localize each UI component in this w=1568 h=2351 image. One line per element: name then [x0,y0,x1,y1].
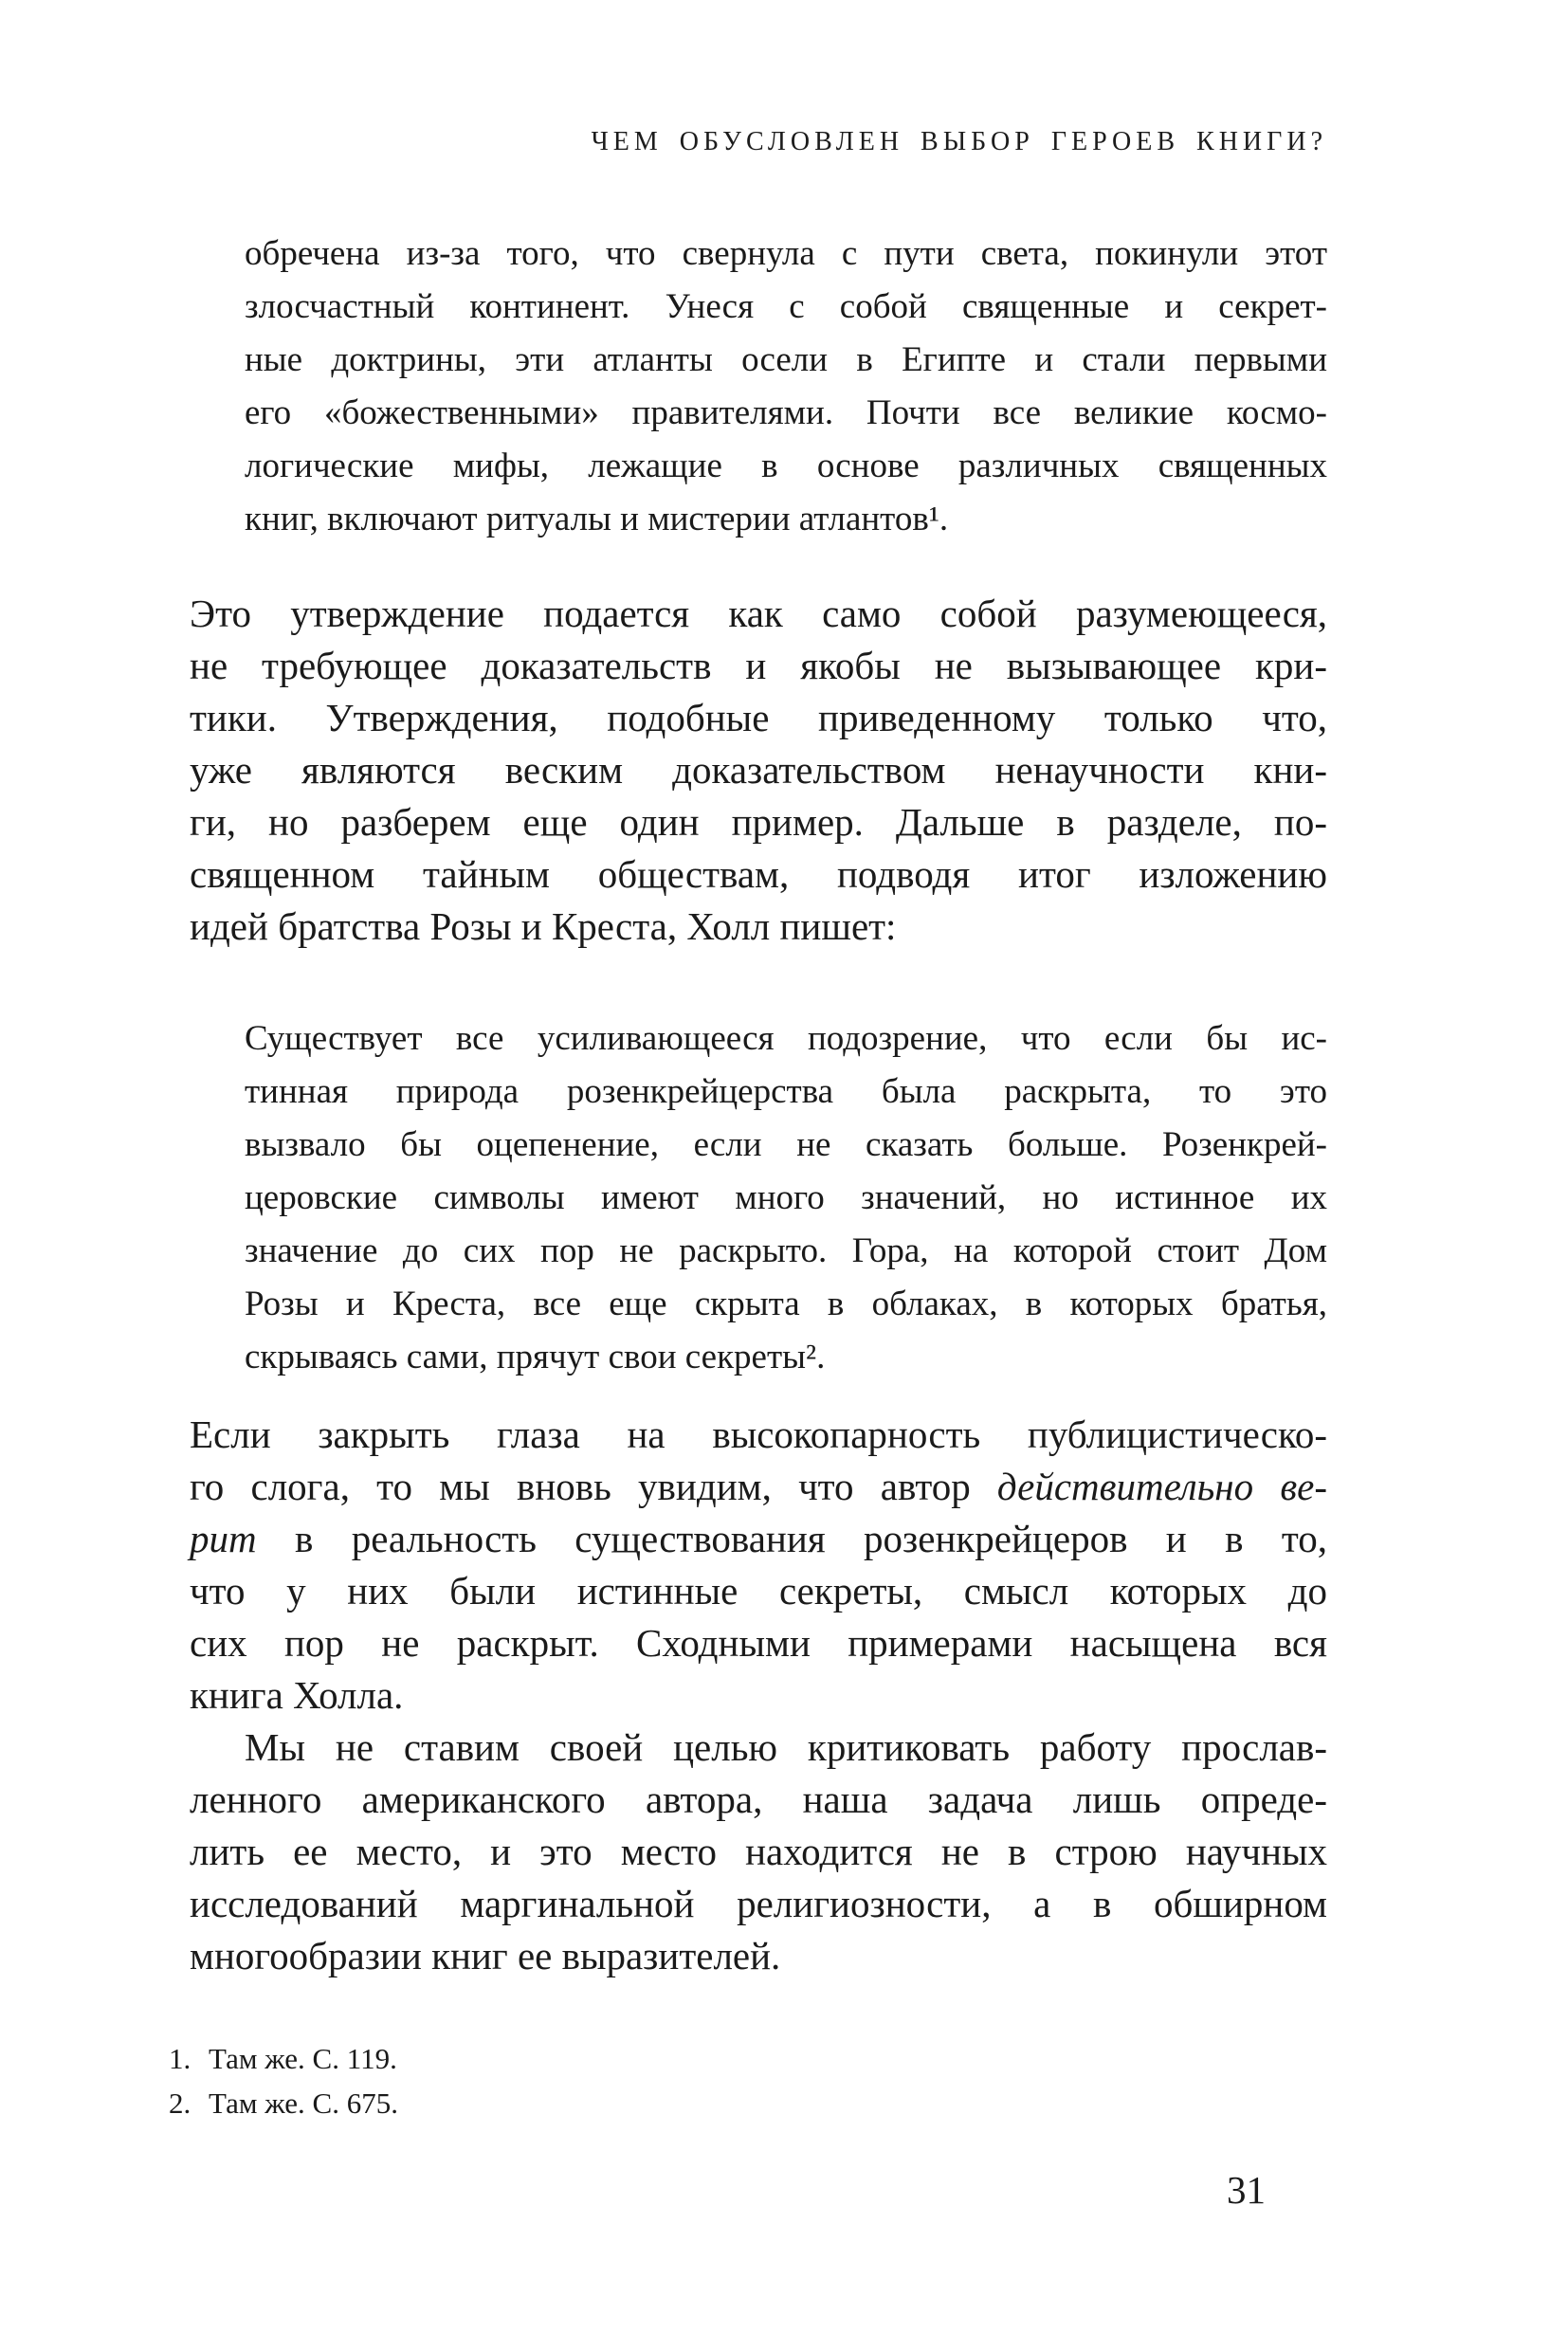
quote-line: ные доктрины, эти атланты осели в Египте и стали первыми [245,340,1327,379]
quote-line: тинная природа розенкрейцерства была раскрыта, то это [245,1072,1327,1111]
quote-line: обречена из-за того, что свернула с пути света, покинули этот [245,234,1327,273]
body-line: ги, но разберем еще один пример. Дальше в разделе, по- [190,800,1327,844]
footnote-text: Там же. С. 675. [209,2087,398,2120]
body-line: лить ее место, и это место находится не в строю научных [190,1830,1327,1873]
italic-phrase: рит [190,1517,257,1560]
block-quote-2 [245,1012,1327,1384]
body-text: в реальность существования розенкрейцеров и в то, [256,1517,1327,1560]
body-line: священном тайным обществам, подводя итог изложению [190,852,1327,896]
body-line: Это утверждение подается как само собой разумеющееся, [190,592,1327,635]
body-line [190,1513,1327,1565]
body-paragraph-3 [190,1722,1327,1982]
body-line: сих пор не раскрыт. Сходными примерами насыщена вся [190,1621,1327,1665]
body-line: не требующее доказательств и якобы не вызывающее кри- [190,644,1327,687]
footnote-text: Там же. С. 119. [209,2042,397,2075]
quote-line: значение до сих пор не раскрыто. Гора, на которой стоит Дом [245,1231,1327,1270]
footnote-item [169,2081,1022,2125]
quote-line: вызвало бы оцепенение, если не сказать больше. Розенкрей- [245,1125,1327,1164]
page-number: 31 [1227,2168,1266,2212]
quote-line: скрываясь сами, прячут свои секреты². [245,1338,826,1376]
italic-phrase: действительно ве- [996,1465,1327,1508]
body-line: книга Холла. [190,1673,404,1717]
footnotes [169,2036,1022,2125]
running-header: ЧЕМ ОБУСЛОВЛЕН ВЫБОР ГЕРОЕВ КНИГИ? [591,127,1327,156]
quote-line: его «божественными» правителями. Почти все великие космо- [245,393,1327,432]
body-line: многообразии книг ее выразителей. [190,1934,781,1977]
footnote-item [169,2036,1022,2081]
body-line: ленного американского автора, наша задача лишь опреде- [190,1777,1327,1821]
quote-line: злосчастный континент. Унеся с собой священные и секрет- [245,287,1327,326]
body-line: исследований маргинальной религиозности, а в обширном [190,1882,1327,1925]
body-line: уже являются веским доказательством ненаучности кни- [190,748,1327,792]
block-quote-1 [245,228,1327,546]
body-line: Если закрыть глаза на высокопарность публицистическо- [190,1412,1327,1456]
body-line: Мы не ставим своей целью критиковать работу прослав- [245,1725,1327,1769]
body-text: го слога, то мы вновь увидим, что автор [190,1465,997,1508]
quote-line: Существует все усиливающееся подозрение, что если бы ис- [245,1019,1327,1058]
quote-line: логические мифы, лежащие в основе различных священных [245,447,1327,485]
quote-line: книг, включают ритуалы и мистерии атлантов¹. [245,500,949,538]
body-line: идей братства Розы и Креста, Холл пишет: [190,904,897,948]
quote-line: Розы и Креста, все еще скрыта в облаках, в которых братья, [245,1285,1327,1323]
body-paragraph-2 [190,1409,1327,1722]
footnote-number: 2. [169,2087,191,2120]
quote-line: церовские символы имеют много значений, но истинное их [245,1178,1327,1217]
footnote-number: 1. [169,2042,191,2075]
body-paragraph-1 [190,588,1327,953]
body-line [190,1461,1327,1513]
body-line: что у них были истинные секреты, смысл которых до [190,1569,1327,1613]
body-line: тики. Утверждения, подобные приведенному только что, [190,696,1327,739]
